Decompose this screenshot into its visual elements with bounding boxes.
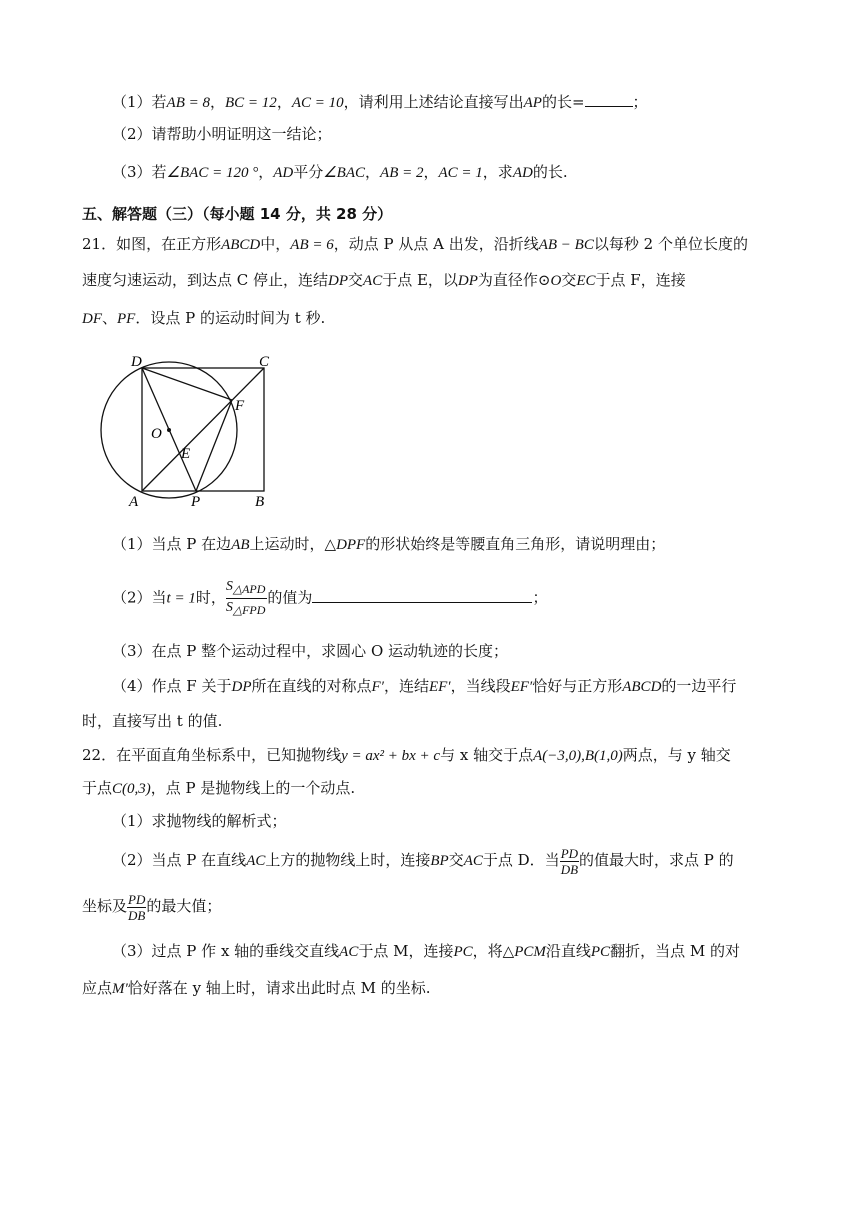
q21-line3: DF、PF．设点 P 的运动时间为 t 秒.	[82, 309, 326, 327]
q22-part2-line2: 坐标及 $\frac{PD}{DB}$ 的最大值；	[82, 891, 222, 923]
label-a: A	[129, 494, 139, 510]
q22-line2: 于点C(0,3)，点 P 是抛物线上的一个动点.	[82, 779, 356, 797]
center-o-dot	[167, 428, 171, 432]
q22-part3-line1: （3）过点 P 作 x 轴的垂线交直线AC于点 M，连接PC，将△PCM沿直线PC翻折，当点 M 的对	[112, 942, 740, 960]
q22-part1: （1）求抛物线的解析式；	[112, 812, 287, 830]
label-b: B	[255, 494, 265, 510]
q21-part4-line1: （4）作点 F 关于DP所在直线的对称点F′，连结EF′，当线段EF′恰好与正方形ABCD的一边平行	[112, 677, 737, 695]
q21-part1: （1）当点 P 在边AB上运动时，△DPF的形状始终是等腰直角三角形，请说明理由；	[112, 535, 666, 553]
label-f: F	[235, 398, 245, 414]
q22-line1: 22．在平面直角坐标系中，已知抛物线y = ax² + bx + c与 x 轴交于点A(−3,0),B(1,0)两点，与 y 轴交	[82, 746, 731, 764]
pd-db-fraction: $\frac{PD}{DB}$	[128, 891, 146, 923]
geometry-figure	[95, 348, 285, 512]
answer-blank[interactable]	[585, 90, 633, 107]
q21-part3: （3）在点 P 整个运动过程中，求圆心 O 运动轨迹的长度；	[112, 642, 509, 660]
pd-db-fraction: $\frac{PD}{DB}$	[560, 845, 579, 877]
segment-pf	[196, 400, 232, 491]
q20-part1: （1）若AB = 8，BC = 12，AC = 10，请利用上述结论直接写出AP的长= ；	[112, 90, 648, 113]
q21-part4-line2: 时，直接写出 t 的值.	[82, 712, 223, 730]
label-e: E	[181, 446, 191, 462]
label-p: P	[191, 494, 201, 510]
q20-part2: （2）请帮助小明证明这一结论；	[112, 125, 332, 143]
area-ratio-fraction: $\frac{S_{\triangle APD}}{S_{\triangle FPD}}$	[225, 579, 266, 617]
label-d: D	[131, 354, 142, 370]
q22-part3-line2: 应点M′恰好落在 y 轴上时，请求出此时点 M 的坐标.	[82, 979, 431, 997]
q22-part2-line1: （2）当点 P 在直线AC上方的抛物线上时，连接BP交AC于点 D．当 $\frac{PD}{DB}$ 的值最大时，求点 P 的	[112, 845, 734, 877]
label-c: C	[259, 354, 270, 370]
answer-blank[interactable]	[312, 586, 532, 603]
q20-part3: （3）若∠BAC = 120 °，AD平分∠BAC，AB = 2，AC = 1，求AD的长.	[112, 163, 568, 181]
q21-line1: 21．如图，在正方形ABCD中，AB = 6，动点 P 从点 A 出发，沿折线AB − BC以每秒 2 个单位长度的	[82, 235, 748, 253]
q21-part2: （2）当t = 1时， $\frac{S_{\triangle APD}}{S_{\triangle FPD}}$ 的值为 ；	[112, 579, 548, 617]
section-heading: 五、解答题（三）（每小题 14 分，共 28 分）	[82, 205, 393, 223]
label-o: O	[151, 426, 162, 442]
q21-line2: 速度匀速运动，到达点 C 停止，连结DP交AC于点 E，以DP为直径作⊙O交EC于点 F，连接	[82, 271, 686, 289]
